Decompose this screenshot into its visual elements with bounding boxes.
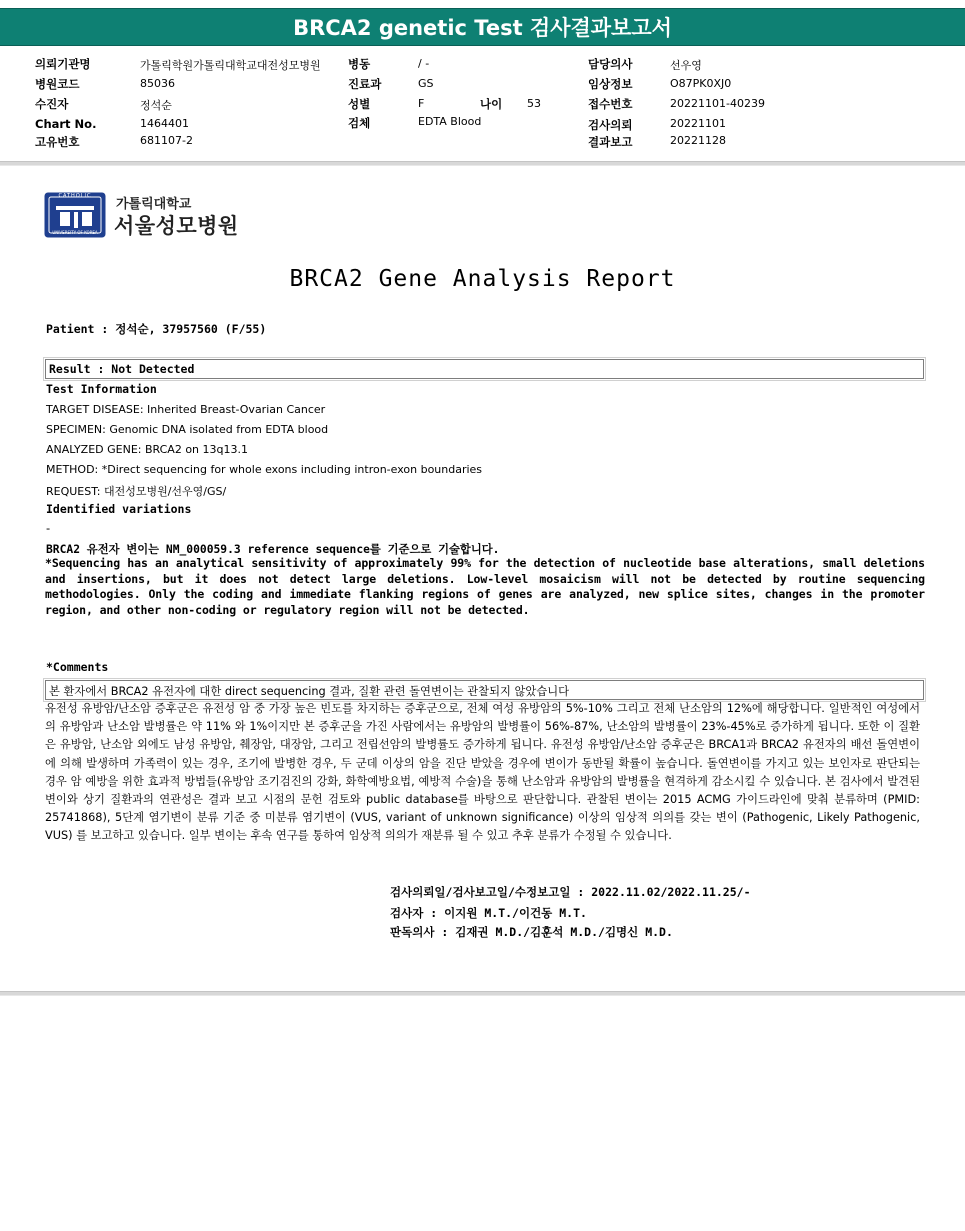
comments-heading: *Comments	[46, 660, 109, 674]
label-attending-physician: 담당의사	[588, 57, 633, 71]
value-clinical-info: O87PK0XJ0	[670, 77, 732, 90]
emblem-top-text: CATHOLIC	[58, 193, 92, 199]
value-department: GS	[418, 77, 434, 90]
target-disease: TARGET DISEASE: Inherited Breast-Ovarian Cancer	[46, 403, 326, 416]
specimen-info: SPECIMEN: Genomic DNA isolated from EDTA blood	[46, 423, 329, 436]
label-clinical-info: 임상정보	[588, 77, 633, 91]
logo-hospital-name: 서울성모병원	[114, 214, 239, 238]
value-unique-id: 681107-2	[140, 134, 193, 147]
emblem-bottom-text: UNIVERSITY OF KOREA	[52, 230, 98, 235]
sensitivity-note: *Sequencing has an analytical sensitivity of approximately 99% for the detection of nucleotide base alterations, small deletions and insertions, but it does not detect large deletions. Low-level mosaicism will not be detected by routine sequencing methodologies. Only the coding and immediate flanking regions of genes are analyzed, new splice sites, changes in the promoter region, and other non-coding or regulatory region will not be detected.	[45, 556, 925, 617]
interpreting-physicians: 판독의사 : 김재권 M.D./김훈석 M.D./김명신 M.D.	[390, 925, 673, 939]
value-sex: F	[418, 97, 425, 110]
value-patient-name: 정석순	[140, 99, 172, 112]
logo-university-name: 가톨릭대학교	[116, 197, 192, 212]
value-chart-no: 1464401	[140, 117, 189, 130]
value-ward: / -	[418, 57, 430, 70]
label-chart-no: Chart No.	[35, 117, 97, 131]
reference-note: BRCA2 유전자 변이는 NM_000059.3 reference sequence를 기준으로 기술합니다.	[46, 543, 500, 556]
patient-line: Patient : 정석순, 37957560 (F/55)	[46, 322, 267, 336]
value-request-date: 20221101	[670, 117, 726, 130]
comment-summary-text: 본 환자에서 BRCA2 유전자에 대한 direct sequencing 결과, 질환 관련 돌연변이는 관찰되지 않았습니다	[49, 685, 570, 698]
label-ward: 병동	[348, 57, 371, 71]
label-sex: 성별	[348, 97, 371, 111]
report-dates: 검사의뢰일/검사보고일/수정보고일 : 2022.11.02/2022.11.25/-	[390, 885, 751, 899]
footer-separator	[0, 991, 965, 996]
identified-variations-heading: Identified variations	[46, 502, 192, 516]
label-unique-id: 고유번호	[35, 135, 80, 149]
value-age: 53	[527, 97, 541, 110]
test-info-heading: Test Information	[46, 382, 157, 396]
value-attending-physician: 선우영	[670, 59, 702, 72]
result-text: Result : Not Detected	[49, 362, 195, 376]
value-hospital-code: 85036	[140, 77, 175, 90]
examiners: 검사자 : 이지원 M.T./이건동 M.T.	[390, 906, 587, 920]
request-info: REQUEST: 대전성모병원/선우영/GS/	[46, 485, 227, 498]
value-accession-no: 20221101-40239	[670, 97, 765, 110]
report-title: BRCA2 Gene Analysis Report	[289, 266, 676, 292]
analyzed-gene: ANALYZED GENE: BRCA2 on 13q13.1	[46, 443, 248, 456]
identified-variations-value: -	[46, 521, 51, 535]
comment-body: 유전성 유방암/난소암 증후군은 유전성 암 중 가장 높은 빈도를 차지하는 증후군으로, 전체 여성 유방암의 5%-10% 그리고 전체 난소암의 12%에 해당합니다. 일반적인 여성에서의 유방암과 난소암 발병률은 약 11% 와 1%이지만 본 증후군을 가진 사람에서는 유방암의 발병률이 56%-87%, 난소암의 발병률이 23%-45%로 증가하게 됩니다. 또한 이 질환은 유방암, 난소암 외에도 남성 유방암, 췌장암, 대장암, 그리고 전립선암의 발병률도 증가하게 됩니다. 유전성 유방암/난소암 증후군은 BRCA1과 BRCA2 유전자의 배선 돌연변이에 의해 발생하며 가족력이 있는 경우, 조기에 발병한 경우, 두 군데 이상의 암을 진단 받았을 경우에 변이가 동반될 확률이 높습니다. 돌연변이를 가지고 있는 보인자로 판단되는 경우 암 예방을 위한 효과적 방법들(유방암 조기검진의 강화, 화학예방요법, 예방적 수술)을 통해 난소암과 유방암의 발병률을 현격하게 감소시킬 수 있습니다. 본 검사에서 발견된 변이와 상기 질환과의 연관성은 결과 보고 시점의 문헌 검토와 public database를 바탕으로 판단합니다. 관찰된 변이는 2015 ACMG 가이드라인에 맞춰 분류하며 (PMID: 25741868), 5단계 염기변이 분류 기준 중 미분류 염기변이 (VUS, variant of unknown significance) 이상의 임상적 의의를 갖는 변이 (Pathogenic, Likely Pathogenic, VUS) 를 보고하고 있습니다. 일부 변이는 후속 연구를 통하여 임상적 의의가 재분류 될 수 있고 추후 분류가 수정될 수 있습니다.	[45, 702, 921, 843]
value-requesting-institution: 가톨릭학원가톨릭대학교대전성모병원	[140, 59, 321, 72]
value-specimen: EDTA Blood	[418, 115, 482, 128]
label-report-date: 결과보고	[588, 135, 633, 149]
comment-summary-box	[45, 680, 924, 700]
label-accession-no: 접수번호	[588, 97, 633, 111]
report-title-bar: BRCA2 genetic Test 검사결과보고서	[0, 8, 965, 46]
label-requesting-institution: 의뢰기관명	[35, 57, 91, 71]
value-report-date: 20221128	[670, 134, 726, 147]
label-specimen: 검체	[348, 116, 371, 130]
label-patient-name: 수진자	[35, 97, 69, 111]
header-separator	[0, 161, 965, 166]
label-department: 진료과	[348, 77, 382, 91]
label-age: 나이	[480, 97, 503, 111]
method-info: METHOD: *Direct sequencing for whole exons including intron-exon boundaries	[46, 463, 483, 476]
label-request-date: 검사의뢰	[588, 118, 633, 132]
result-box	[45, 359, 924, 379]
label-hospital-code: 병원코드	[35, 77, 80, 91]
